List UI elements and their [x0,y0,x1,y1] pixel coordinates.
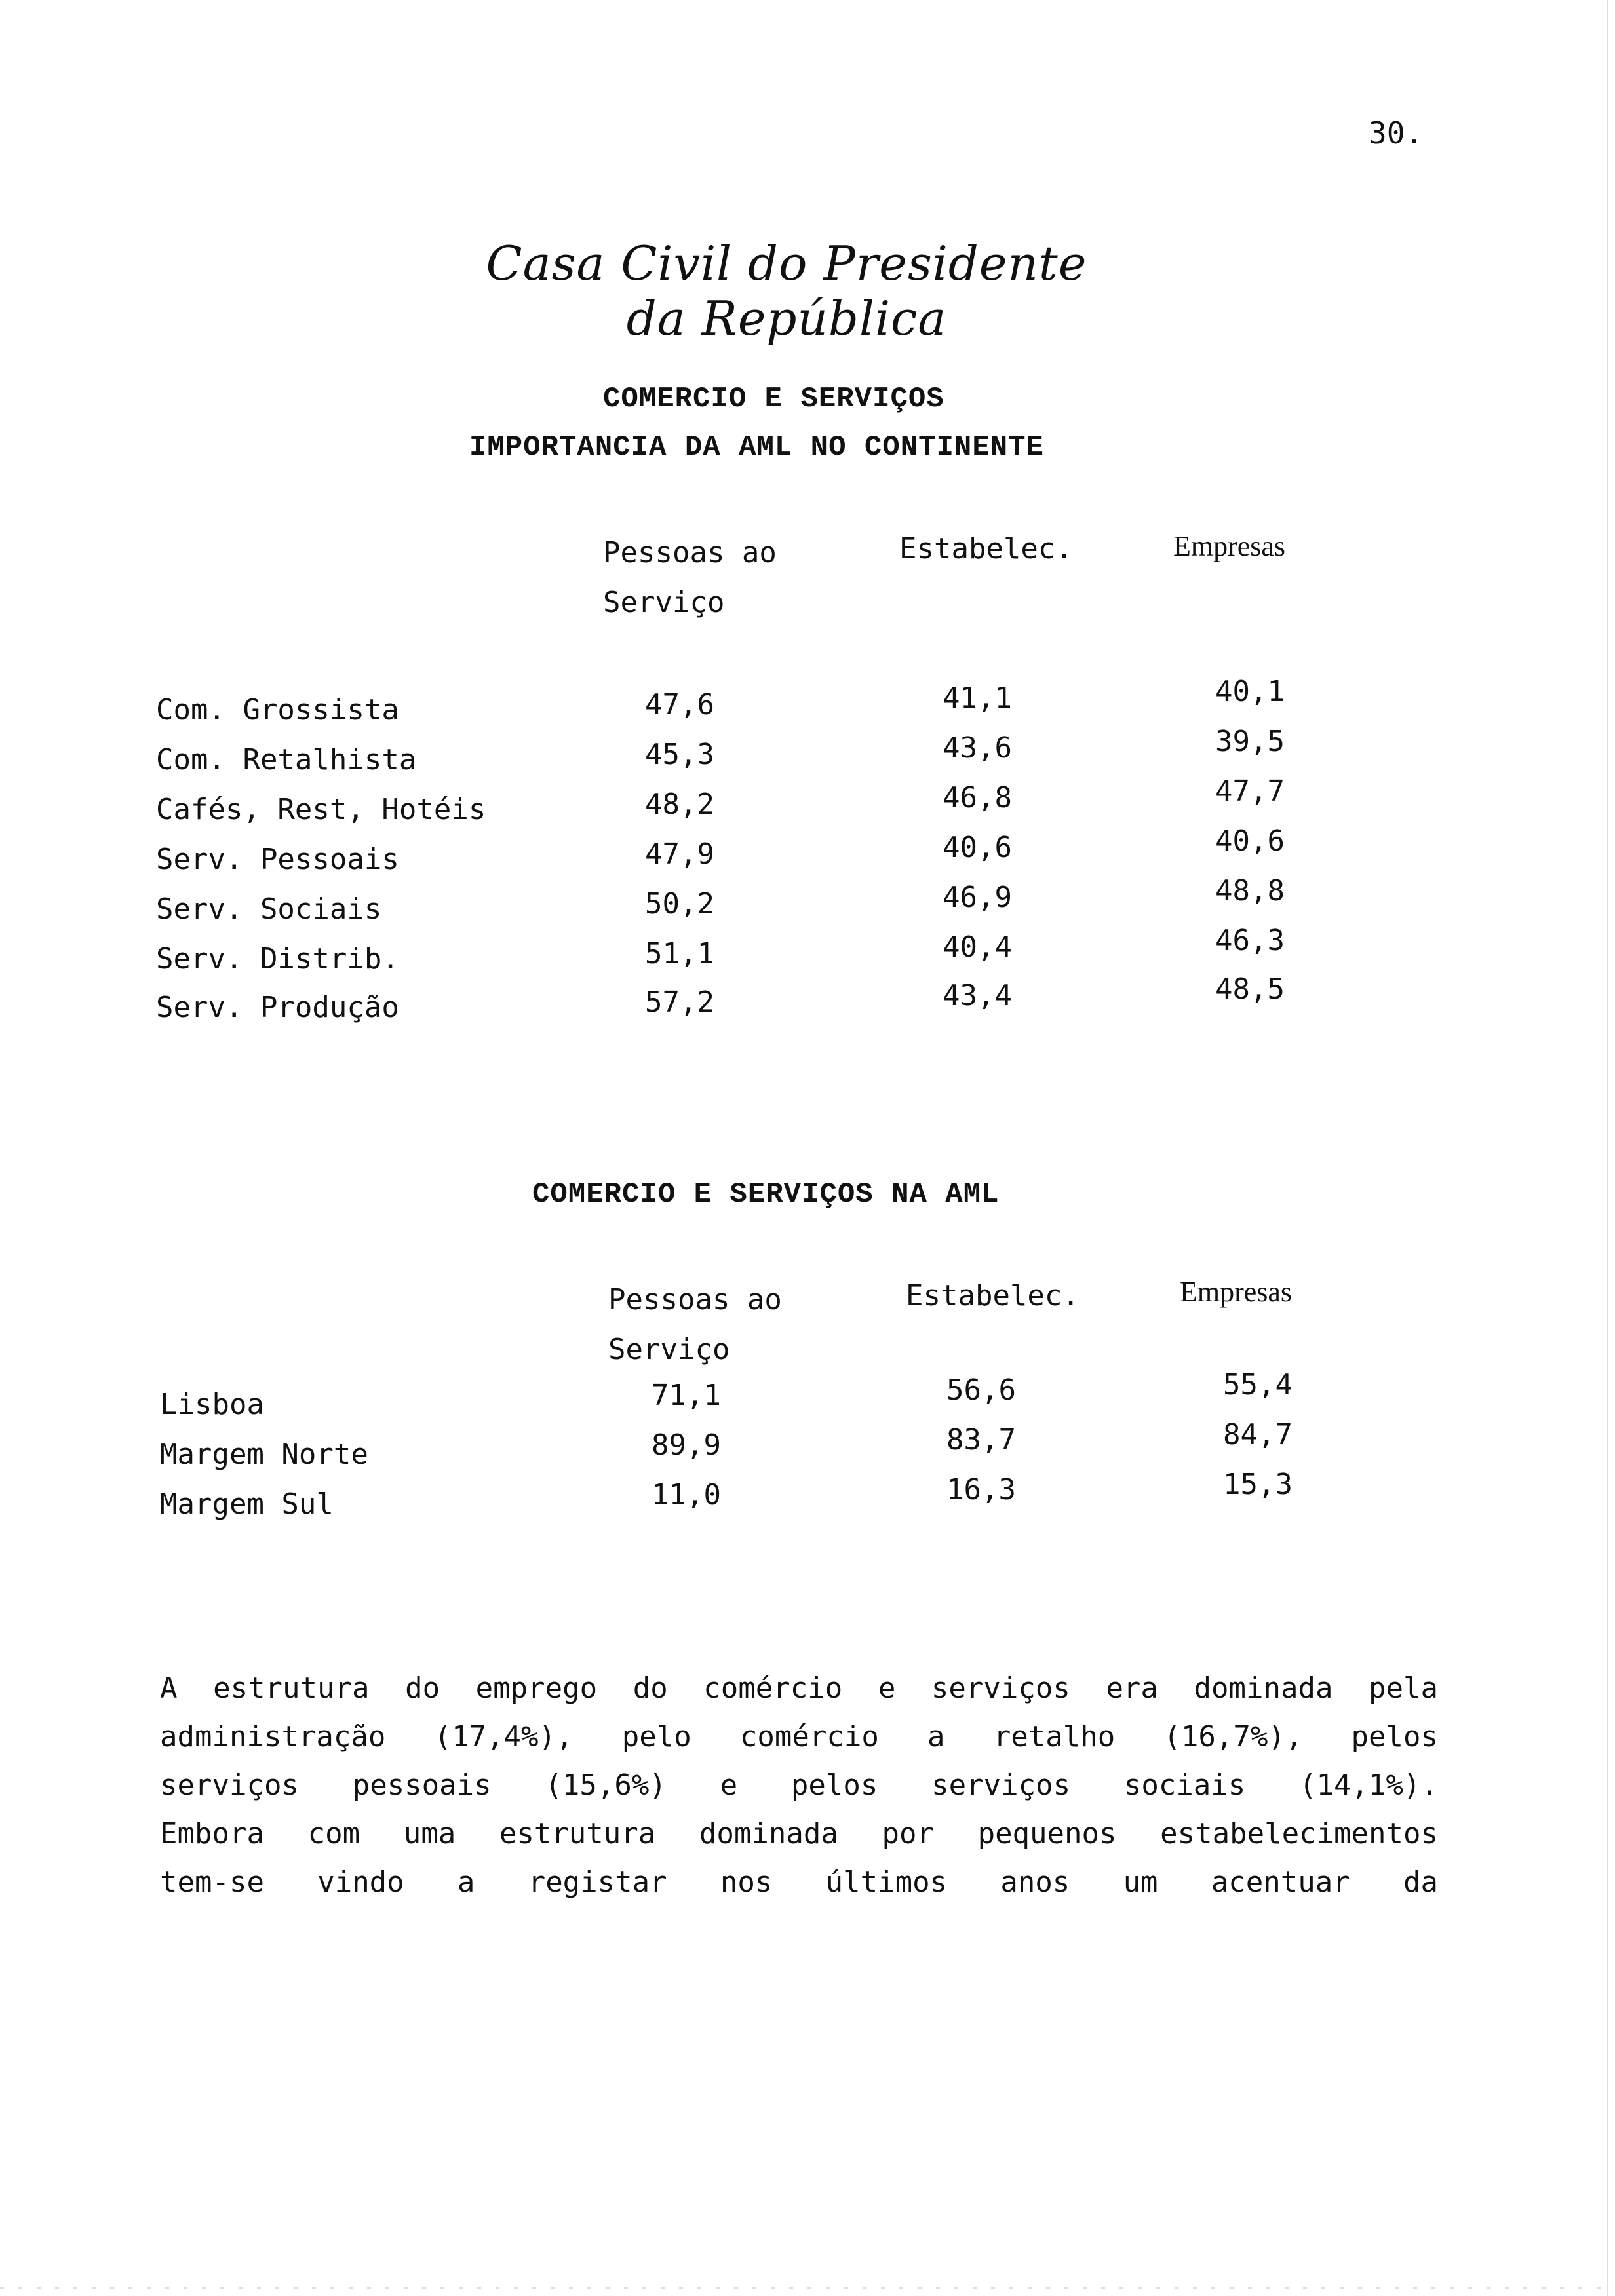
paragraph-line-text: administração (17,4%), pelo comércio a retalho (16,7%), pelos [160,1720,1438,1753]
cell-pessoas: 71,1 [652,1379,721,1412]
cell-pessoas: 48,2 [645,788,714,821]
scan-artifact [0,2287,1615,2289]
cell-empresas: 55,4 [1223,1368,1293,1402]
col-header-pessoas: Pessoas ao [603,536,777,569]
cell-pessoas: 89,9 [652,1428,721,1462]
paragraph-line-text: Embora com uma estrutura dominada por pequenos estabelecimentos [160,1817,1438,1850]
cell-empresas: 48,5 [1215,972,1285,1006]
cell-empresas: 84,7 [1223,1418,1293,1451]
cell-pessoas: 11,0 [652,1478,721,1512]
col-header-estabelec: Estabelec. [906,1279,1080,1312]
col-header-servico: Serviço [608,1333,730,1366]
page-edge [1607,0,1608,2296]
cell-pessoas: 50,2 [645,887,714,921]
cell-empresas: 15,3 [1223,1468,1293,1501]
col-header-estabelec: Estabelec. [899,532,1073,565]
row-label: Cafés, Rest, Hotéis [156,793,486,826]
row-label: Serv. Pessoais [156,843,399,876]
cell-empresas: 40,6 [1215,824,1285,858]
paragraph-line [160,1761,1438,1810]
paragraph-line-text: A estrutura do emprego do comércio e serviços era dominada pela [160,1672,1438,1705]
col-header-empresas: Empresas [1180,1276,1293,1308]
cell-estabelec: 46,8 [943,781,1012,814]
cell-pessoas: 47,9 [645,837,714,871]
cell-estabelec: 16,3 [946,1473,1016,1506]
letterhead: Casa Civil do Presidente da República [486,236,1087,346]
cell-pessoas: 47,6 [645,688,714,721]
row-label: Serv. Produção [156,991,399,1024]
cell-pessoas: 45,3 [645,738,714,771]
col-header-servico: Serviço [603,586,725,619]
body-paragraph [160,1664,1438,1907]
cell-empresas: 47,7 [1215,775,1285,808]
cell-estabelec: 40,6 [943,831,1012,864]
paragraph-line [160,1664,1438,1713]
cell-estabelec: 40,4 [943,930,1012,964]
cell-estabelec: 41,1 [943,681,1012,715]
cell-estabelec: 43,4 [943,979,1012,1012]
paragraph-line-text: tem-se vindo a registar nos últimos anos um acentuar da [160,1866,1438,1899]
row-label: Serv. Distrib. [156,942,399,976]
cell-estabelec: 46,9 [943,881,1012,914]
paragraph-line-text: serviços pessoais (15,6%) e pelos serviços sociais (14,1%). [160,1769,1438,1802]
paragraph-line [160,1713,1438,1761]
cell-pessoas: 51,1 [645,937,714,970]
row-label: Serv. Sociais [156,892,382,926]
row-label: Margem Norte [160,1438,368,1471]
cell-estabelec: 83,7 [946,1423,1016,1457]
col-header-pessoas: Pessoas ao [608,1283,782,1316]
cell-estabelec: 43,6 [943,731,1012,765]
cell-empresas: 46,3 [1215,924,1285,957]
cell-empresas: 48,8 [1215,874,1285,908]
row-label: Lisboa [160,1388,264,1421]
row-label: Com. Grossista [156,693,399,727]
section1-title-line2: IMPORTANCIA DA AML NO CONTINENTE [469,431,1044,464]
section1-title-line1: COMERCIO E SERVIÇOS [603,383,944,415]
page-number: 30. [1369,115,1424,151]
cell-pessoas: 57,2 [645,985,714,1019]
cell-empresas: 40,1 [1215,675,1285,708]
row-label: Margem Sul [160,1487,334,1521]
paragraph-line [160,1858,1438,1907]
cell-estabelec: 56,6 [946,1373,1016,1407]
paragraph-line [160,1810,1438,1858]
section2-title: COMERCIO E SERVIÇOS NA AML [532,1178,1000,1211]
cell-empresas: 39,5 [1215,725,1285,758]
row-label: Com. Retalhista [156,743,417,776]
col-header-empresas: Empresas [1173,530,1286,562]
